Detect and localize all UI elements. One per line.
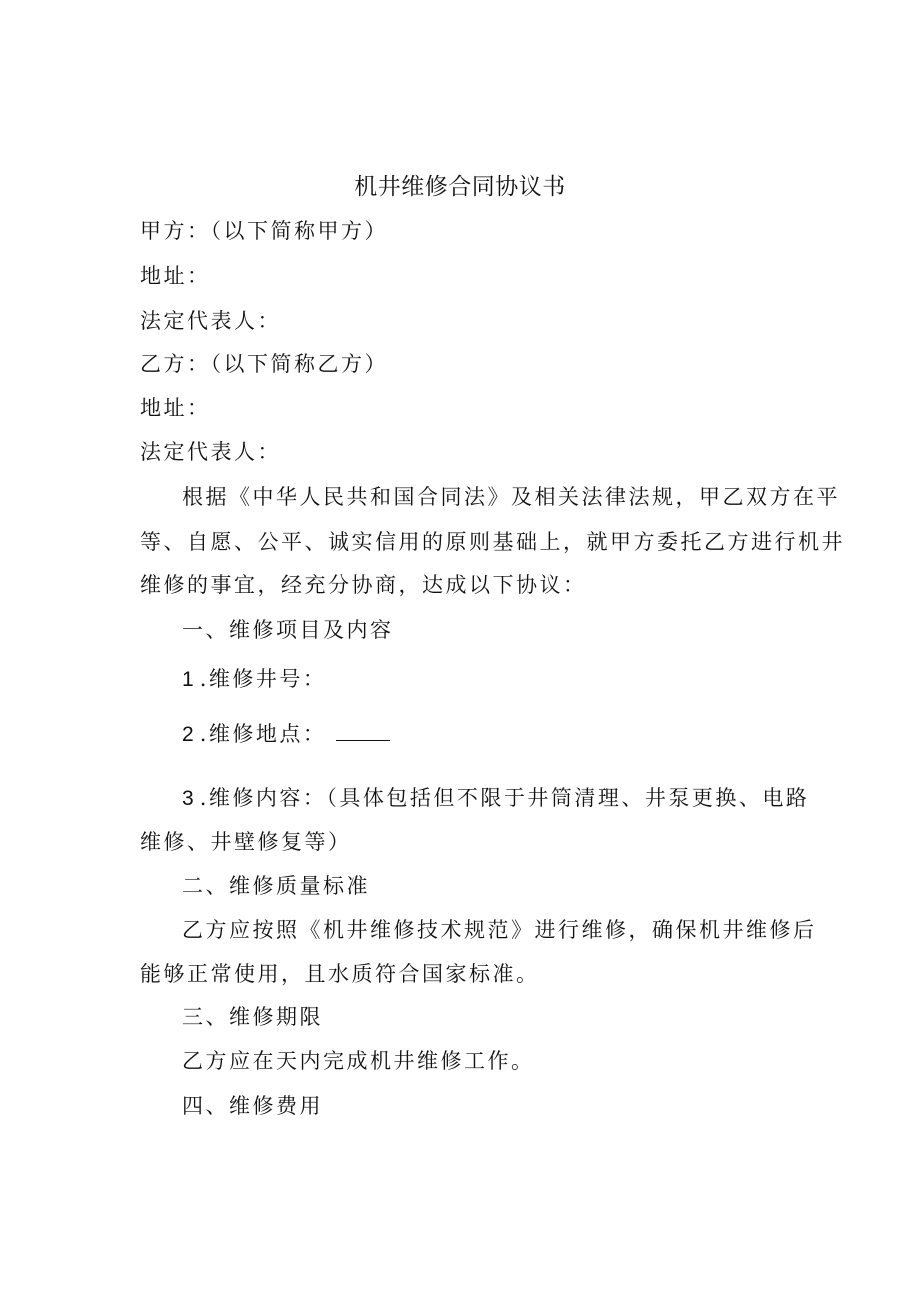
item-3-number: 3 bbox=[182, 787, 194, 810]
item-3-line-1 bbox=[182, 785, 809, 812]
section-2-heading: 二、维修质量标准 bbox=[182, 874, 370, 898]
party-b-address: 地址： bbox=[140, 396, 211, 420]
item-1 bbox=[182, 666, 326, 693]
section-2-line-2: 能够正常使用，且水质符合国家标准。 bbox=[140, 962, 540, 986]
party-a-line: 甲方：（以下简称甲方） bbox=[140, 219, 388, 243]
section-2-line-1: 乙方应按照《机井维修技术规范》进行维修，确保机井维修后 bbox=[182, 918, 817, 942]
item-2-text: .维修地点： bbox=[199, 722, 327, 746]
party-b-representative: 法定代表人： bbox=[140, 440, 281, 464]
item-3-line-2: 维修、井壁修复等） bbox=[140, 830, 352, 854]
item-3-text: .维修内容：（具体包括但不限于井筒清理、井泵更换、电路 bbox=[199, 786, 810, 810]
party-a-address: 地址： bbox=[140, 264, 211, 288]
intro-paragraph-line-3: 维修的事宜，经充分协商，达成以下协议： bbox=[140, 573, 587, 597]
section-3-line-1: 乙方应在天内完成机井维修工作。 bbox=[182, 1049, 535, 1073]
section-4-heading: 四、维修费用 bbox=[182, 1094, 323, 1118]
item-2 bbox=[182, 720, 390, 748]
item-2-number: 2 bbox=[182, 723, 194, 746]
intro-paragraph-line-2: 等、自愿、公平、诚实信用的原则基础上，就甲方委托乙方进行机井 bbox=[140, 530, 845, 554]
document-title: 机井维修合同协议书 bbox=[354, 174, 566, 200]
section-3-heading: 三、维修期限 bbox=[182, 1005, 323, 1029]
party-a-representative: 法定代表人： bbox=[140, 309, 281, 333]
section-1-heading: 一、维修项目及内容 bbox=[182, 618, 394, 642]
item-1-text: .维修井号： bbox=[199, 667, 327, 691]
intro-paragraph-line-1: 根据《中华人民共和国合同法》及相关法律法规，甲乙双方在平 bbox=[182, 485, 840, 509]
party-b-line: 乙方：（以下简称乙方） bbox=[140, 352, 388, 376]
item-1-number: 1 bbox=[182, 668, 194, 691]
fill-in-blank-line bbox=[336, 720, 390, 741]
